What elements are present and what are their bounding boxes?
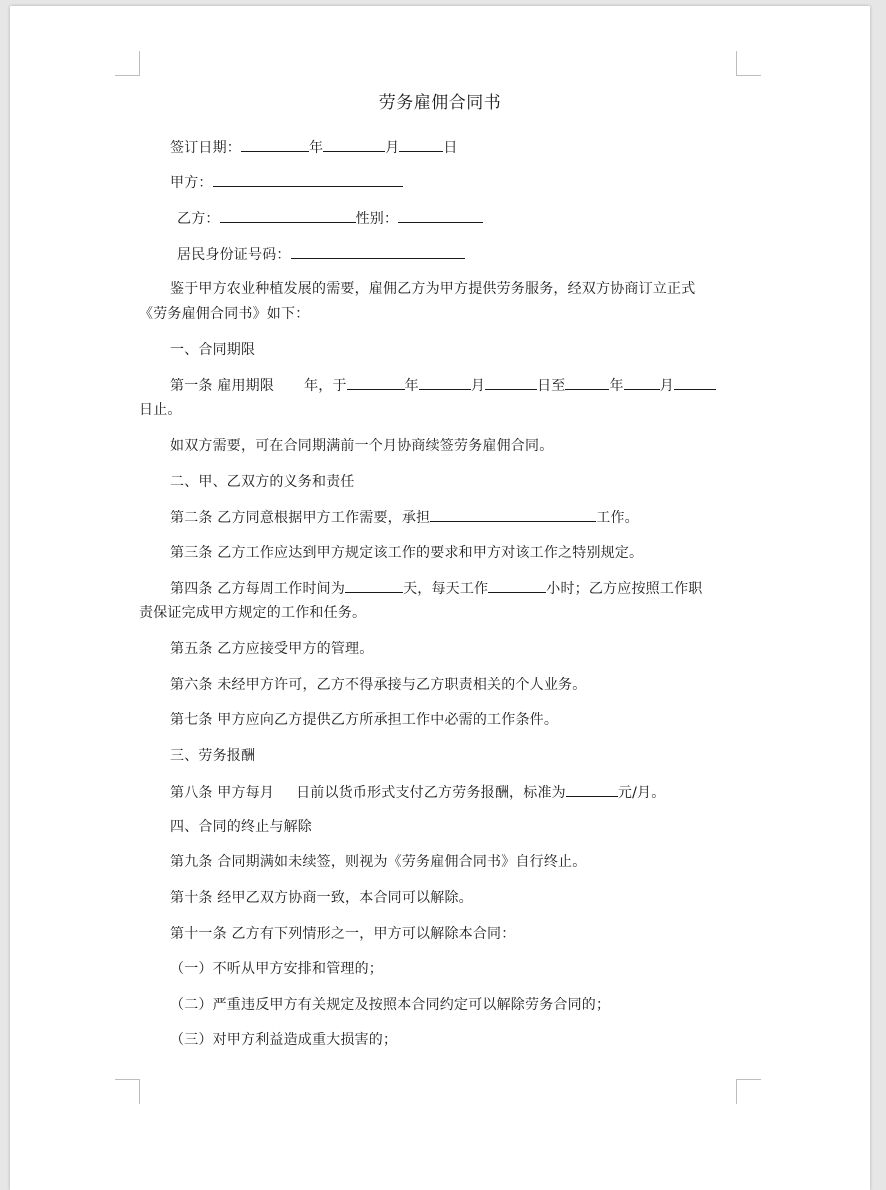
margin-corner-mark	[115, 51, 140, 76]
article-10: 第十条 经甲乙双方协商一致，本合同可以解除。	[170, 890, 473, 906]
blank-field[interactable]	[220, 207, 356, 223]
article-6: 第六条 未经甲方许可，乙方不得承接与乙方职责相关的个人业务。	[170, 677, 587, 693]
article-1-line-2: 日止。	[139, 402, 182, 418]
blank-field[interactable]	[345, 577, 403, 593]
section-heading: 三、劳务报酬	[170, 748, 256, 764]
article-2: 第二条 乙方同意根据甲方工作需要，承担 工作。	[170, 506, 639, 529]
sign-date-line: 签订日期： 年 月 日	[170, 136, 458, 159]
margin-corner-mark	[736, 51, 761, 76]
section-heading: 二、甲、乙双方的义务和责任	[170, 474, 355, 490]
article-9: 第九条 合同期满如未续签，则视为《劳务雇佣合同书》自行终止。	[170, 854, 587, 870]
party-a-line: 甲方：	[170, 171, 403, 194]
party-b-line: 乙方： 性别：	[177, 207, 483, 230]
blank-field[interactable]	[323, 136, 385, 152]
article-7: 第七条 甲方应向乙方提供乙方所承担工作中必需的工作条件。	[170, 712, 559, 728]
blank-field[interactable]	[241, 136, 309, 152]
blank-field[interactable]	[398, 207, 483, 223]
blank-field[interactable]	[399, 136, 443, 152]
blank-field[interactable]	[624, 374, 660, 390]
blank-field[interactable]	[430, 506, 596, 522]
article-4-line-2: 责保证完成甲方规定的工作和任务。	[139, 605, 367, 621]
section-heading: 四、合同的终止与解除	[170, 819, 312, 835]
blank-field[interactable]	[674, 374, 716, 390]
blank-field[interactable]	[488, 577, 546, 593]
margin-corner-mark	[736, 1079, 761, 1104]
article-1-line-1: 第一条 雇用期限 年，于 年 月 日至 年 月	[170, 374, 716, 397]
blank-field[interactable]	[291, 243, 465, 259]
article-11: 第十一条 乙方有下列情形之一，甲方可以解除本合同：	[170, 926, 516, 942]
blank-field[interactable]	[485, 374, 537, 390]
list-item: （二）严重违反甲方有关规定及按照本合同约定可以解除劳务合同的；	[170, 997, 611, 1013]
blank-field[interactable]	[565, 374, 609, 390]
renewal-clause: 如双方需要，可在合同期满前一个月协商续签劳务雇佣合同。	[170, 438, 554, 454]
id-number-line: 居民身份证号码：	[177, 243, 465, 266]
blank-field[interactable]	[566, 781, 618, 797]
blank-field[interactable]	[347, 374, 405, 390]
document-page	[10, 6, 870, 1190]
blank-field[interactable]	[213, 171, 403, 187]
preamble-line-2: 《劳务雇佣合同书》如下：	[139, 306, 310, 322]
list-item: （三）对甲方利益造成重大损害的；	[170, 1032, 398, 1048]
list-item: （一）不听从甲方安排和管理的；	[170, 961, 383, 977]
preamble-line-1: 鉴于甲方农业种植发展的需要，雇佣乙方为甲方提供劳务服务，经双方协商订立正式	[170, 281, 696, 297]
article-8: 第八条 甲方每月 日前以货币形式支付乙方劳务报酬，标准为 元/月。	[170, 781, 665, 804]
article-3: 第三条 乙方工作应达到甲方规定该工作的要求和甲方对该工作之特别规定。	[170, 545, 644, 561]
article-5: 第五条 乙方应接受甲方的管理。	[170, 641, 374, 657]
section-heading: 一、合同期限	[170, 342, 256, 358]
document-title: 劳务雇佣合同书	[378, 93, 502, 113]
margin-corner-mark	[115, 1079, 140, 1104]
article-4-line-1: 第四条 乙方每周工作时间为 天，每天工作 小时；乙方应按照工作职	[170, 577, 702, 600]
blank-field[interactable]	[419, 374, 471, 390]
